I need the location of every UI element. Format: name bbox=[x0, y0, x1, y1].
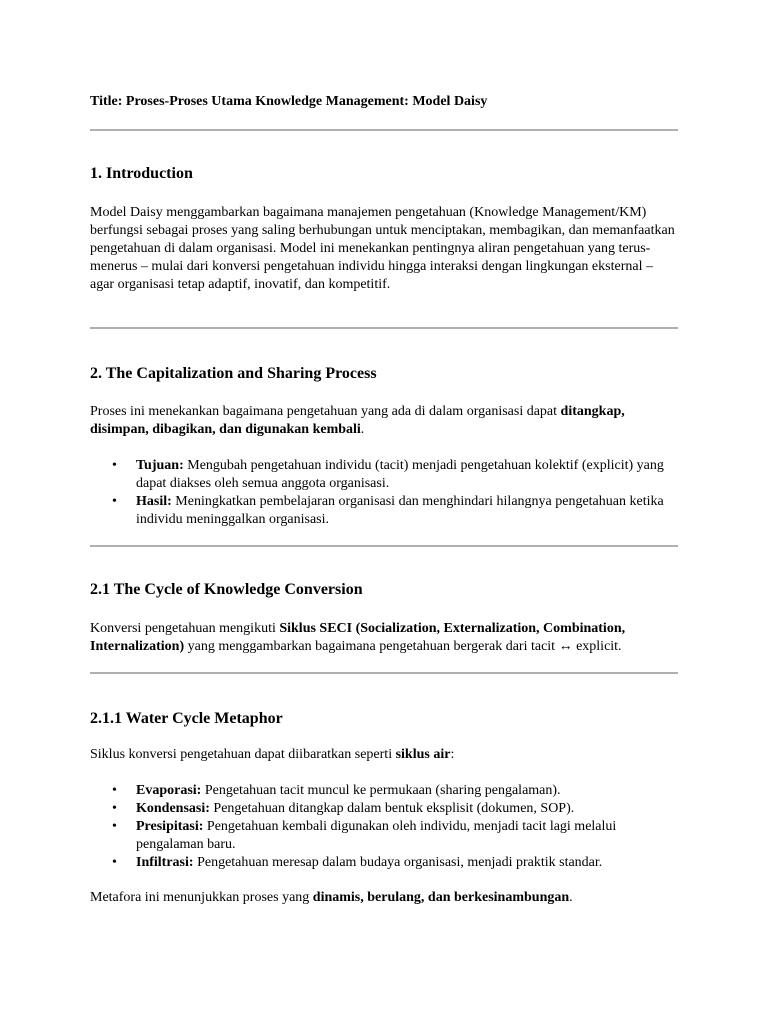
list-item: • Infiltrasi: Pengetahuan meresap dalam budaya organisasi, menjadi praktik standar. bbox=[136, 854, 680, 872]
closing-paragraph: Metafora ini menunjukkan proses yang dinamis, berulang, dan berkesinambungan. bbox=[90, 890, 573, 905]
divider bbox=[90, 327, 678, 329]
divider bbox=[90, 545, 678, 547]
section-heading-introduction: 1. Introduction bbox=[90, 165, 193, 182]
bold-phrase: Siklus SECI (Socialization, Externalization, Combination, Internalization) bbox=[90, 621, 626, 654]
capitalization-paragraph: Proses ini menekankan bagaimana pengetahuan yang ada di dalam organisasi dapat ditangkap, disimpan, dibagikan, dan digunakan kembali. bbox=[90, 404, 625, 437]
introduction-paragraph: Model Daisy menggambarkan bagaimana manajemen pengetahuan (Knowledge Management/KM) berfungsi sebagai proses yang saling berhubungan untuk menciptakan, membagikan, dan memanfaatkan pengetahuan di dalam organisasi. Model ini menekankan pentingnya aliran pengetahuan yang terus-menerus – mulai dari konversi pengetahuan individu hingga interaksi dengan lingkungan eksternal – agar organisasi tetap adaptif, inovatif, dan kompetitif. bbox=[90, 205, 675, 292]
water-cycle-bullet-list bbox=[90, 782, 680, 872]
section-heading-capitalization: 2. The Capitalization and Sharing Process bbox=[90, 365, 377, 382]
section-heading-knowledge-conversion: 2.1 The Cycle of Knowledge Conversion bbox=[90, 581, 363, 598]
bold-phrase: dinamis, berulang, dan berkesinambungan bbox=[312, 890, 570, 905]
list-item: • Presipitasi: Pengetahuan kembali digunakan oleh individu, menjadi tacit lagi melalui pengalaman baru. bbox=[136, 818, 680, 854]
section-heading-water-cycle: 2.1.1 Water Cycle Metaphor bbox=[90, 710, 283, 727]
knowledge-conversion-paragraph: Konversi pengetahuan mengikuti Siklus SECI (Socialization, Externalization, Combination, Internalization) yang menggambarkan bagaimana pengetahuan bergerak dari tacit ↔ explicit. bbox=[90, 621, 626, 654]
document-title: Title: Proses-Proses Utama Knowledge Management: Model Daisy bbox=[90, 94, 488, 109]
list-item: • Hasil: Meningkatkan pembelajaran organisasi dan menghindari hilangnya pengetahuan ketika individu meninggalkan organisasi. bbox=[136, 493, 680, 529]
bold-phrase: ditangkap, disimpan, dibagikan, dan digunakan kembali bbox=[90, 404, 625, 437]
list-item: • Kondensasi: Pengetahuan ditangkap dalam bentuk eksplisit (dokumen, SOP). bbox=[136, 800, 680, 818]
divider bbox=[90, 672, 678, 674]
list-item: • Evaporasi: Pengetahuan tacit muncul ke permukaan (sharing pengalaman). bbox=[136, 782, 680, 800]
divider bbox=[90, 129, 678, 131]
bold-phrase: siklus air bbox=[395, 747, 451, 762]
list-item: • Tujuan: Mengubah pengetahuan individu (tacit) menjadi pengetahuan kolektif (explicit) yang dapat diakses oleh semua anggota organisasi. bbox=[136, 457, 680, 493]
water-cycle-paragraph: Siklus konversi pengetahuan dapat diibaratkan seperti siklus air: bbox=[90, 747, 455, 762]
capitalization-bullet-list bbox=[90, 457, 680, 529]
